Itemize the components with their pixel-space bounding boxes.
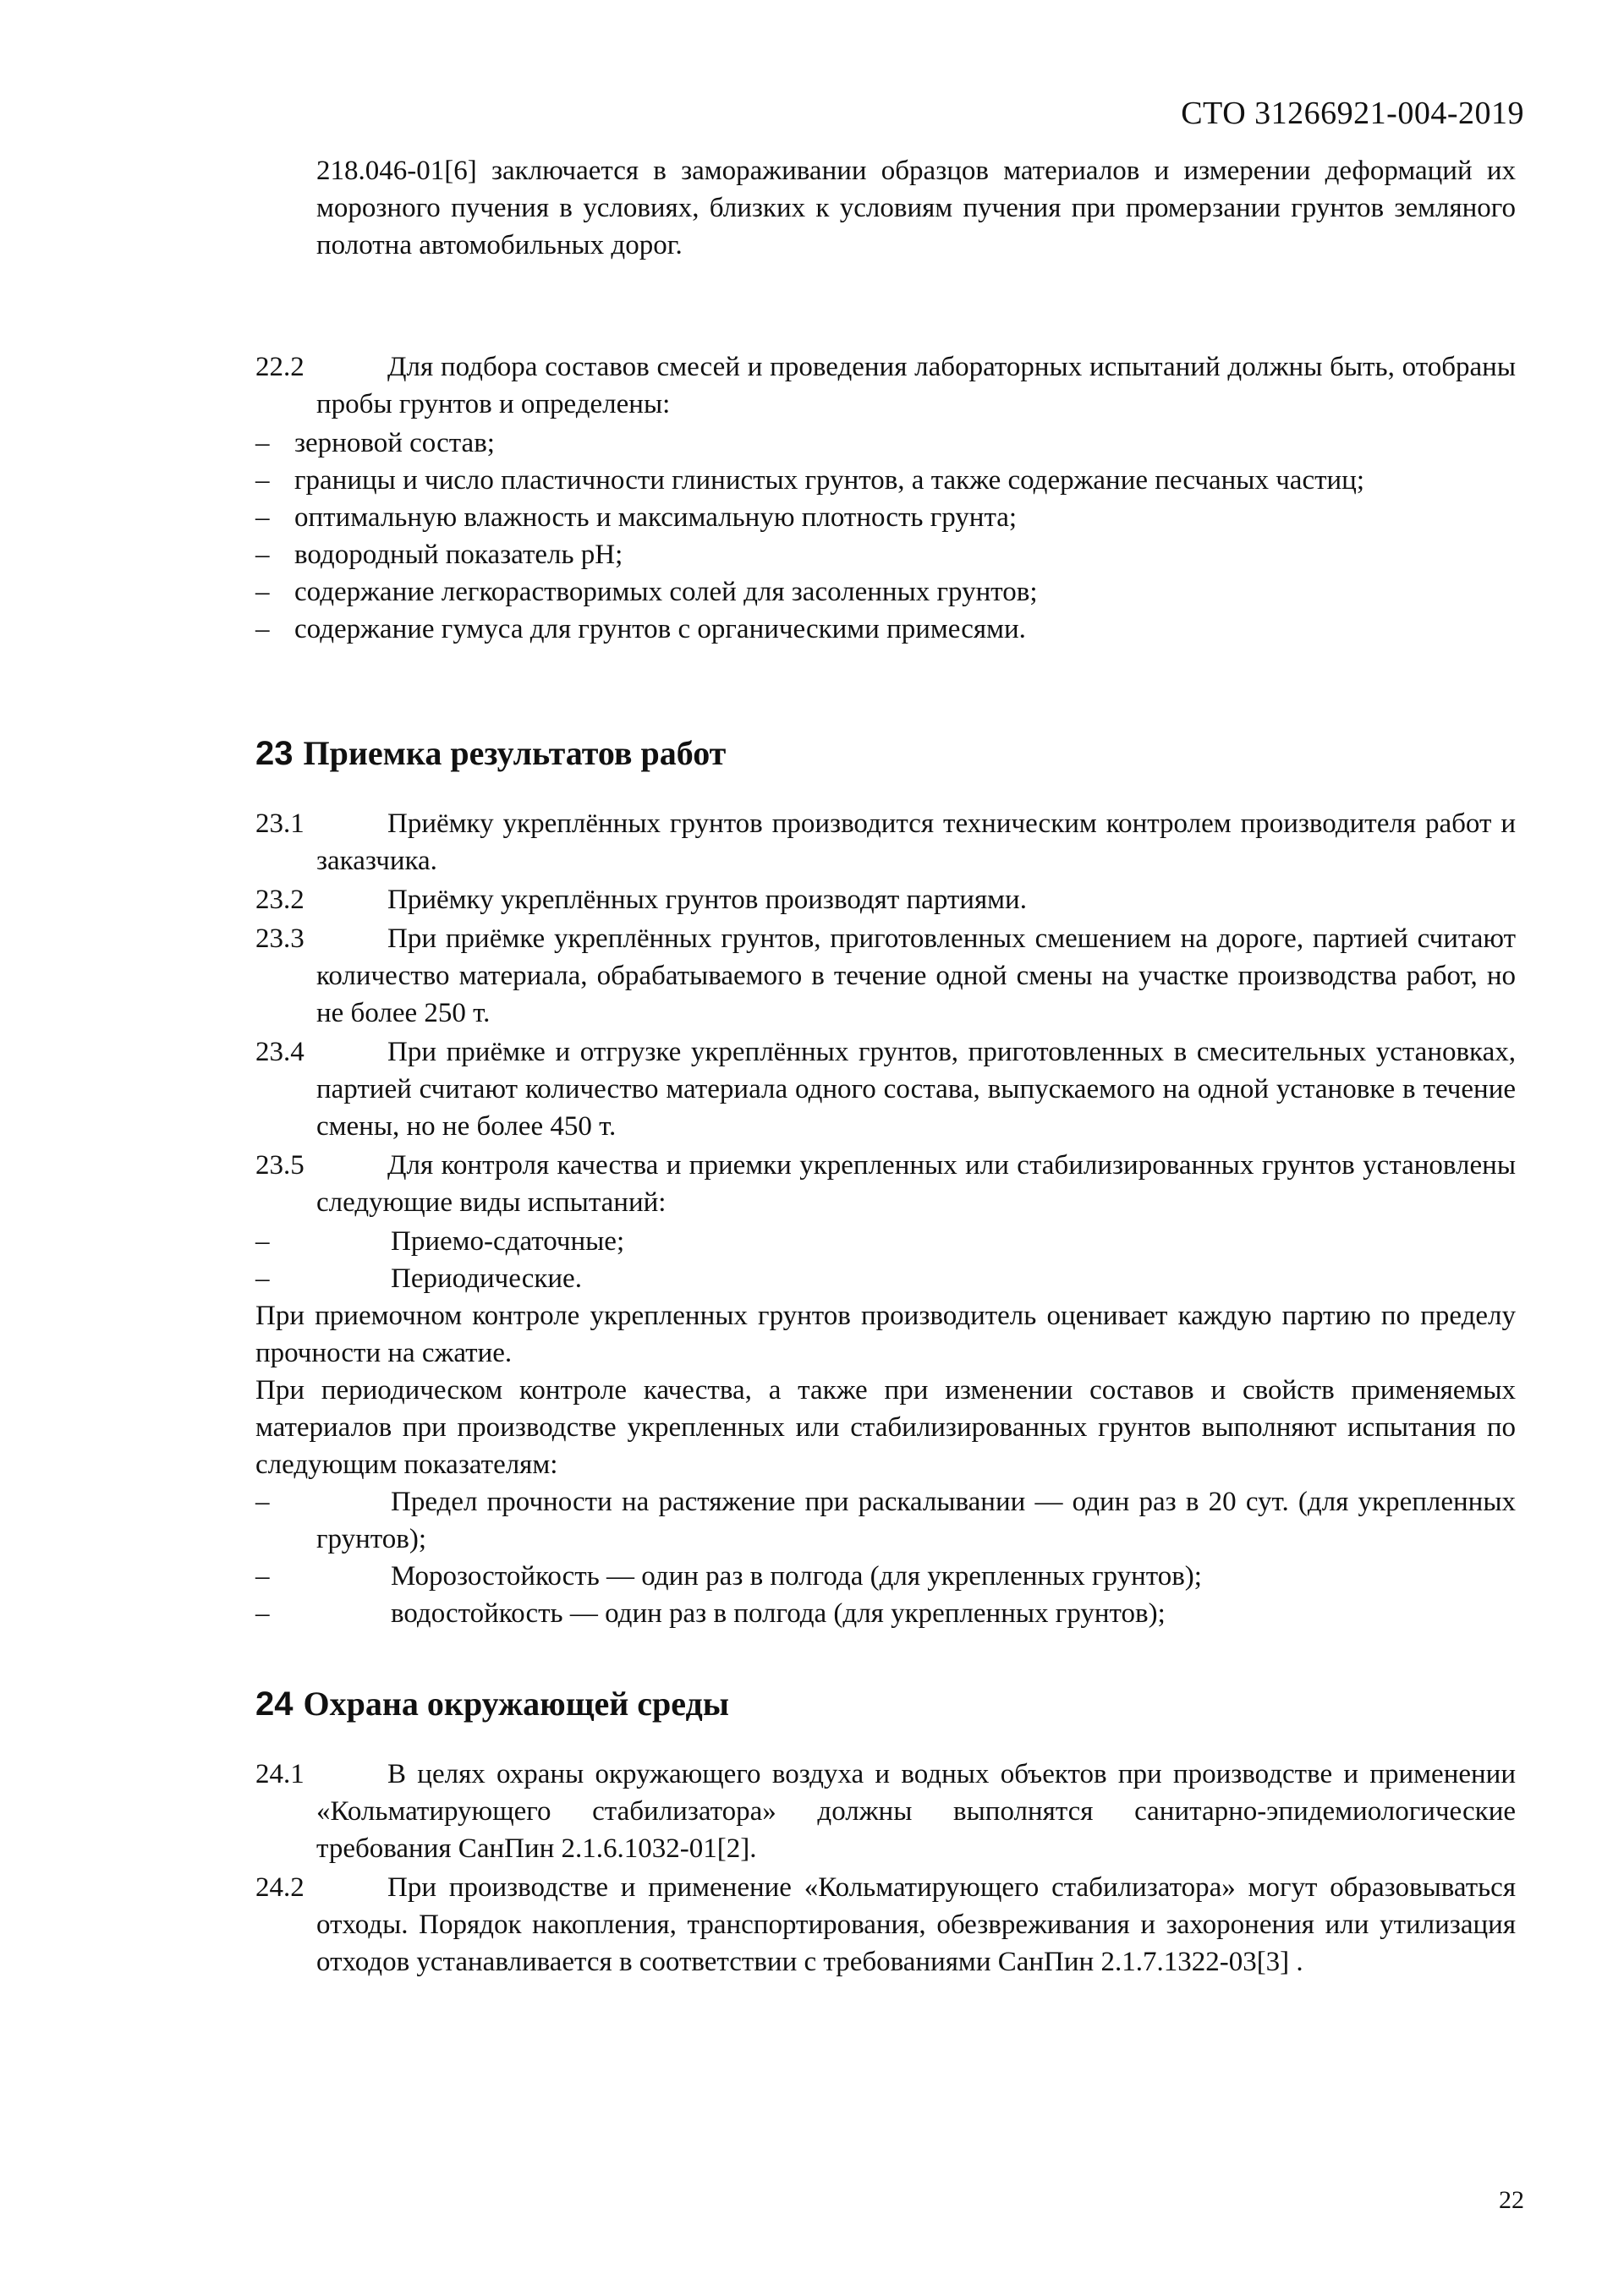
clause-23-2: 23.2 Приёмку укреплённых грунтов производят партиями. — [255, 885, 1027, 915]
clause-23-5: 23.5 Для контроля качества и приемки укрепленных или стабилизированных грунтов установлены следующие виды испытаний: — [255, 1150, 1516, 1218]
section-title-23: 23 Приемка результатов работ — [255, 734, 727, 772]
clause-23-4: 23.4 При приёмке и отгрузке укреплённых грунтов, приготовленных в смесительных установках, партией считают количество материала одного состава, выпускаемого на одной установке в течение смены, но не более 450 т. — [255, 1037, 1516, 1142]
list-item: – содержание легкорастворимых солей для засоленных грунтов; — [255, 577, 1038, 607]
clause-24-2: 24.2 При производстве и применение «Кольматирующего стабилизатора» могут образовываться отходы. Порядок накопления, транспортирования, обезвреживания и захоронения или утилизация отходов устанавливается в соответствии с требованиями СанПин 2.1.7.1322-03[3] . — [255, 1872, 1516, 1977]
indicator-item: – Предел прочности на растяжение при раскалывании — один раз в 20 сут. (для укрепленных грунтов); — [255, 1487, 1516, 1554]
clause-22-2-list — [255, 425, 1516, 648]
document-code: СТО 31266921-004-2019 — [1181, 96, 1524, 131]
list-item: – содержание гумуса для грунтов с органическими примесями. — [255, 614, 1026, 644]
clause-number: 22.2 — [255, 352, 304, 382]
clause-23-1: 23.1 Приёмку укреплённых грунтов производится техническим контролем производителя работ и заказчика. — [255, 808, 1516, 876]
clause-text: Для подбора составов смесей и проведения лабораторных испытаний должны быть, отобраны пробы грунтов и определены: — [316, 352, 1516, 419]
list-item: – границы и число пластичности глинистых грунтов, а также содержание песчаных частиц; — [255, 465, 1365, 496]
clause-24-1: 24.1 В целях охраны окружающего воздуха и водных объектов при производстве и применении «Кольматирующего стабилизатора» должны выполнятся санитарно-эпидемиологические требования СанПин 2.1.6.1032-01[2]. — [255, 1759, 1516, 1864]
clause-23-3: 23.3 При приёмке укреплённых грунтов, приготовленных смешением на дороге, партией считают количество материала, обрабатываемого в течение одной смены на участке производства работ, но не более 250 т. — [255, 923, 1516, 1028]
clause-22-2 — [255, 348, 1516, 423]
list-item: – водородный показатель pH; — [255, 540, 623, 570]
periodic-paragraph: При периодическом контроле качества, а также при изменении составов и свойств применяемых материалов при производстве укрепленных или стабилизированных грунтов выполняют испытания по следующим показателям: — [255, 1375, 1516, 1480]
acceptance-paragraph: При приемочном контроле укрепленных грунтов производитель оценивает каждую партию по пределу прочности на сжатие. — [255, 1301, 1516, 1368]
indicator-item: – Морозостойкость — один раз в полгода (для укрепленных грунтов); — [255, 1561, 1202, 1592]
indicator-item: – водостойкость — один раз в полгода (для укрепленных грунтов); — [255, 1598, 1166, 1629]
section-title-24: 24 Охрана окружающей среды — [255, 1685, 729, 1723]
page-number: 22 — [1499, 2186, 1524, 2214]
page-content — [255, 152, 1516, 1982]
test-type-item: – Периодические. — [255, 1263, 582, 1294]
list-item: – оптимальную влажность и максимальную плотность грунта; — [255, 502, 1018, 533]
intro-paragraph: 218.046-01[6] заключается в замораживании образцов материалов и измерении деформаций их морозного пучения в условиях, близких к условиям пучения при промерзании грунтов земляного полотна автомобильных дорог. — [316, 156, 1516, 260]
test-type-item: – Приемо-сдаточные; — [255, 1226, 625, 1257]
list-item: – зерновой состав; — [255, 428, 495, 458]
